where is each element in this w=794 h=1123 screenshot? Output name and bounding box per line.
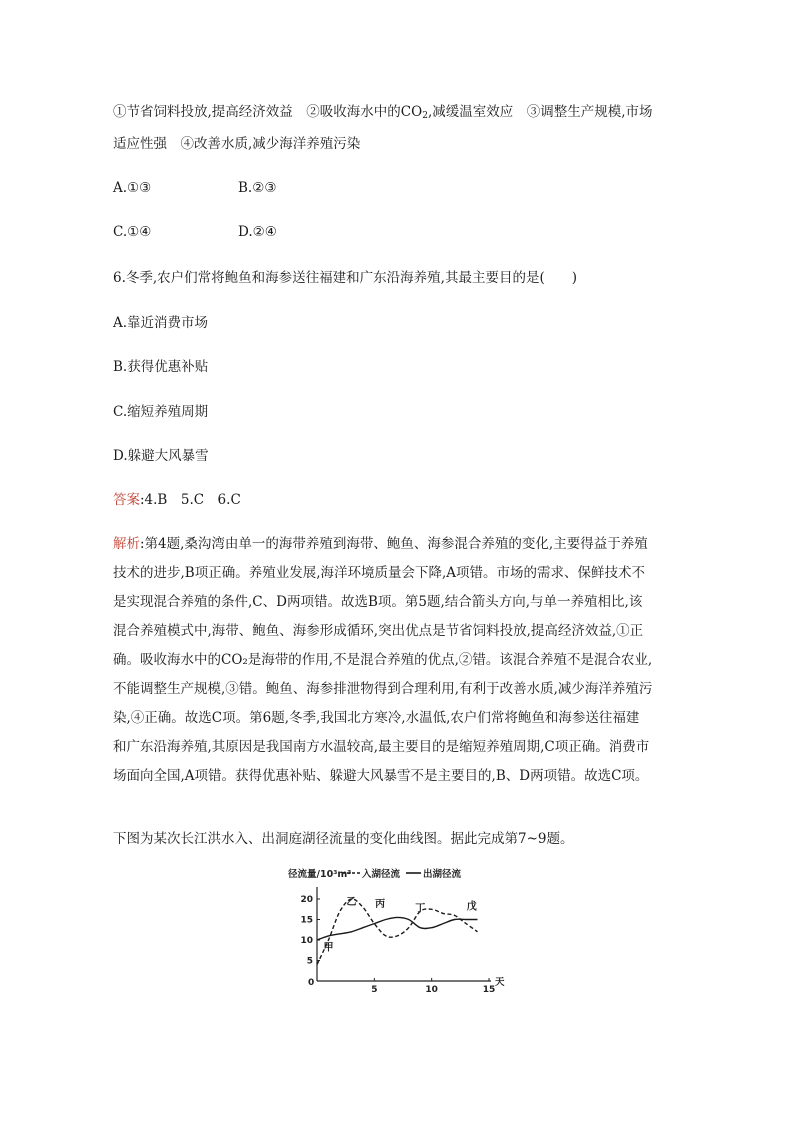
y-tick-label: 10 <box>300 936 313 946</box>
point-label: 乙 <box>346 897 357 909</box>
point-label: 甲 <box>323 942 334 954</box>
analysis-line: 场面向全国,A项错。获得优惠补贴、躲避大风暴雪不是主要目的,B、D两项错。故选C项。 <box>113 768 649 784</box>
answer-line <box>113 490 241 510</box>
legend-outflow-label: 出湖径流 <box>423 869 462 880</box>
legend-inflow-label: 入湖径流 <box>362 869 401 880</box>
x-tick-label: 15 <box>482 985 496 992</box>
analysis-line: 染,④正确。故选C项。第6题,冬季,我国北方寒冷,水温低,农户们常将鲍鱼和海参送往福建 <box>113 710 640 726</box>
y-tick-label: 20 <box>300 895 313 905</box>
point-label: 丁 <box>415 903 426 915</box>
point-label: 丙 <box>375 899 386 911</box>
q5-option-b: B.②③ <box>238 180 277 196</box>
q6-option-d: D.躲避大风暴雪 <box>113 448 209 464</box>
analysis-line: 不能调整生产规模,③错。鲍鱼、海参排泄物得到合理利用,有利于改善水质,减少海洋养殖污 <box>113 681 653 697</box>
q6-option-a: A.靠近消费市场 <box>113 315 209 331</box>
series-layer <box>317 899 478 965</box>
analysis-line: 和广东沿海养殖,其原因是我国南方水温较高,最主要目的是缩短养殖周期,C项正确。消费市 <box>113 739 650 755</box>
point-label: 戊 <box>466 901 477 913</box>
analysis-line: 技术的进步,B项正确。养殖业发展,海洋环境质量会下降,A项错。市场的需求、保鲜技术不 <box>113 565 646 581</box>
y-axis-label: 径流量/10³m³ <box>288 869 352 880</box>
answer-label: 答案 <box>113 492 140 508</box>
x-axis-label: 天 <box>495 977 505 988</box>
y-tick-label: 5 <box>306 956 313 967</box>
analysis-line: 混合养殖模式中,海带、鲍鱼、海参形成循环,突出优点是节省饲料投放,提高经济效益,①正 <box>113 623 644 639</box>
analysis-line: 确。吸收海水中的CO₂是海带的作用,不是混合养殖的优点,②错。该混合养殖不是混合农业, <box>113 652 653 668</box>
x-tick-label: 10 <box>425 985 438 992</box>
q6-option-c: C.缩短养殖周期 <box>113 404 209 420</box>
answer-text: :4.B 5.C 6.C <box>140 492 241 508</box>
chart-intro: 下图为某次长江洪水入、出洞庭湖径流量的变化曲线图。据此完成第7~9题。 <box>113 831 574 847</box>
q5-option-a: A.①③ <box>113 180 152 196</box>
legend <box>342 868 462 880</box>
x-tick-label: 5 <box>371 985 378 992</box>
y-tick-label: 15 <box>300 915 313 926</box>
analysis-paragraph <box>113 530 683 791</box>
origin-label: 0 <box>308 978 315 988</box>
runoff-chart <box>282 862 512 992</box>
annotation-layer <box>323 896 476 953</box>
q5-statements-line2: 适应性强 ④改善水质,减少海洋养殖污染 <box>113 136 361 152</box>
q6-option-b: B.获得优惠补贴 <box>113 359 209 375</box>
q5-option-d: D.②④ <box>238 224 277 240</box>
analysis-label: 解析 <box>113 536 140 552</box>
q5-option-c: C.①④ <box>113 224 152 240</box>
analysis-line: 解析:第4题,桑沟湾由单一的海带养殖到海带、鲍鱼、海参混合养殖的变化,主要得益于养殖 <box>113 536 648 552</box>
q5-statements-line1: ①节省饲料投放,提高经济效益 ②吸收海水中的$CO_2$,减缓温室效应 ③调整生产规模,市场 <box>113 104 653 121</box>
inflow-series-line <box>317 899 478 965</box>
q6-stem: 6.冬季,农户们常将鲍鱼和海参送往福建和广东沿海养殖,其最主要目的是( ) <box>113 270 577 286</box>
analysis-line: 是实现混合养殖的条件,C、D两项错。故选B项。第5题,结合箭头方向,与单一养殖相比,该 <box>113 594 643 610</box>
